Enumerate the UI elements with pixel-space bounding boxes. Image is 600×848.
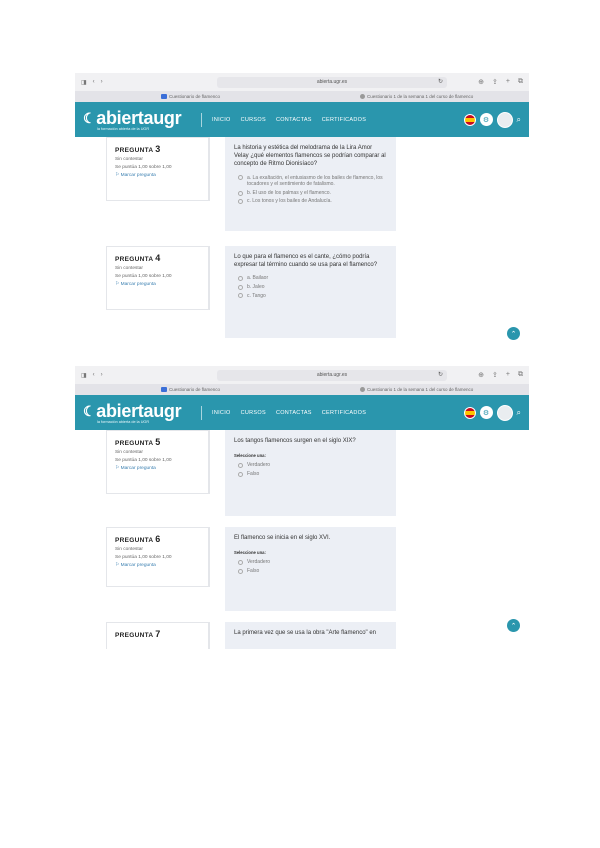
question-status: Sin contestar — [115, 547, 143, 552]
menu-item-inicio[interactable]: INICIO — [212, 116, 231, 123]
address-bar[interactable] — [217, 77, 447, 88]
address-bar[interactable] — [217, 370, 447, 381]
flag-question-link[interactable]: ⚐ Marcar pregunta — [115, 173, 156, 178]
new-tab-icon[interactable]: + — [505, 371, 510, 378]
menu-item-certificados[interactable]: CERTIFICADOS — [321, 409, 367, 416]
screenshot-2 — [75, 366, 529, 649]
search-icon[interactable]: ⌕ — [516, 114, 521, 124]
browser-tab[interactable] — [360, 387, 473, 392]
question-info-7 — [106, 622, 210, 649]
question-label: PREGUNTA — [115, 256, 154, 263]
menu-item-contactas[interactable]: CONTACTAS — [275, 116, 312, 123]
logo-swirl-icon: ☾ — [83, 109, 96, 126]
avatar[interactable] — [497, 405, 513, 421]
question-info-3 — [106, 137, 210, 201]
radio-icon[interactable] — [238, 191, 243, 196]
answer-option[interactable]: b. Jaleo — [234, 284, 387, 291]
question-status: Sin contestar — [115, 450, 143, 455]
reload-icon[interactable]: ↻ — [437, 371, 443, 378]
radio-icon[interactable] — [238, 293, 243, 298]
tab-strip — [75, 384, 529, 395]
back-icon[interactable]: ‹ — [92, 371, 95, 378]
answer-option-true[interactable]: Verdadero — [234, 559, 387, 566]
site-logo[interactable] — [83, 402, 201, 424]
question-number: 7 — [155, 629, 161, 639]
forward-icon[interactable]: › — [100, 78, 103, 85]
main-menu — [212, 410, 366, 416]
answer-option[interactable]: a. La exaltación, el entusiasmo de los bailes de flamenco, los tocadores y el sentimiento de fatalismo. — [234, 175, 387, 188]
spain-flag-icon[interactable] — [464, 114, 476, 126]
tab-title: Cuestionario de flamenco — [169, 387, 221, 392]
radio-icon[interactable] — [238, 199, 243, 204]
logo-swirl-icon: ☾ — [83, 402, 96, 419]
question-body-7 — [225, 622, 396, 649]
answer-option[interactable]: a. Bailaor — [234, 275, 387, 282]
screenshot-1 — [75, 73, 529, 358]
radio-icon[interactable] — [238, 285, 243, 290]
tab-title: Cuestionario 1 de la semana 1 del curso de flamenco — [367, 94, 474, 99]
question-label: PREGUNTA — [115, 440, 154, 447]
site-header — [75, 102, 529, 137]
browser-toolbar — [75, 366, 529, 384]
question-body-5 — [225, 430, 396, 516]
tabs-icon[interactable]: ⧉ — [518, 78, 523, 85]
question-prompt: La historia y estética del melodrama de la Lira Amor Velay ¿qué elementos flamencos se podrían comparar al concepto de Ritmo Dionisíaco? — [234, 145, 386, 168]
radio-icon[interactable] — [238, 569, 243, 574]
browser-tab[interactable] — [161, 94, 220, 99]
menu-item-inicio[interactable]: INICIO — [212, 409, 231, 416]
question-prompt: Los tangos flamencos surgen en el siglo XIX? — [234, 438, 356, 444]
new-tab-icon[interactable]: + — [505, 78, 510, 85]
question-score: Se puntúa 1,00 sobre 1,00 — [115, 555, 172, 560]
radio-icon[interactable] — [238, 276, 243, 281]
select-one-label: Seleccione una: — [234, 453, 266, 459]
tab-title: Cuestionario 1 de la semana 1 del curso de flamenco — [367, 387, 474, 392]
question-number: 3 — [155, 144, 161, 154]
select-one-label: Seleccione una: — [234, 550, 266, 556]
answer-option-false[interactable]: Falso — [234, 471, 387, 478]
url-text: abierta.ugr.es — [316, 79, 348, 85]
question-number: 5 — [155, 437, 161, 447]
question-prompt: El flamenco se inicia en el siglo XVI. — [234, 535, 331, 541]
question-score: Se puntúa 1,00 sobre 1,00 — [115, 165, 172, 170]
answer-option[interactable]: c. Tango — [234, 293, 387, 300]
flag-question-link[interactable]: ⚐ Marcar pregunta — [115, 282, 156, 287]
flag-question-link[interactable]: ⚐ Marcar pregunta — [115, 466, 156, 471]
favicon-icon — [360, 94, 365, 99]
question-number: 4 — [155, 253, 161, 263]
question-info-6 — [106, 527, 210, 587]
question-label: PREGUNTA — [115, 537, 154, 544]
forward-icon[interactable]: › — [100, 371, 103, 378]
answer-option[interactable]: c. Los tonos y los bailes de Andalucía. — [234, 198, 387, 205]
answer-option-true[interactable]: Verdadero — [234, 462, 387, 469]
question-body-6 — [225, 527, 396, 611]
tab-strip — [75, 91, 529, 102]
share-icon[interactable]: ⇪ — [492, 372, 498, 379]
question-score: Se puntúa 1,00 sobre 1,00 — [115, 458, 172, 463]
avatar[interactable] — [497, 112, 513, 128]
sidebar-icon[interactable]: ◨ — [81, 372, 87, 379]
download-icon[interactable]: ⊕ — [478, 79, 485, 86]
question-label: PREGUNTA — [115, 632, 154, 639]
site-header — [75, 395, 529, 430]
radio-icon[interactable] — [238, 472, 243, 477]
download-icon[interactable]: ⊕ — [478, 372, 485, 379]
flag-question-link[interactable]: ⚐ Marcar pregunta — [115, 563, 156, 568]
question-prompt: Lo que para el flamenco es el cante, ¿cómo podría expresar tal término cuando se usa para el flamenco? — [234, 254, 378, 269]
browser-toolbar — [75, 73, 529, 91]
tabs-icon[interactable]: ⧉ — [518, 371, 523, 378]
menu-item-cursos[interactable]: CURSOS — [240, 409, 266, 416]
search-icon[interactable]: ⌕ — [516, 407, 521, 417]
main-menu — [212, 117, 366, 123]
question-body-4 — [225, 246, 396, 338]
answer-option-false[interactable]: Falso — [234, 568, 387, 575]
brand-name: abiertaugr — [96, 400, 182, 421]
settings-icon[interactable]: ⚙ — [480, 113, 493, 126]
menu-item-certificados[interactable]: CERTIFICADOS — [321, 116, 367, 123]
share-icon[interactable]: ⇪ — [492, 79, 498, 86]
sidebar-icon[interactable]: ◨ — [81, 79, 87, 86]
radio-icon[interactable] — [238, 175, 243, 180]
scroll-top-button[interactable]: ⌃ — [507, 327, 520, 340]
menu-item-cursos[interactable]: CURSOS — [240, 116, 266, 123]
radio-icon[interactable] — [238, 463, 243, 468]
question-prompt: La primera vez que se usa la obra "Arte flamenco" en — [234, 630, 377, 636]
brand-name: abiertaugr — [96, 107, 182, 128]
browser-tab[interactable] — [360, 94, 473, 99]
question-status: Sin contestar — [115, 157, 143, 162]
question-info-4 — [106, 246, 210, 310]
settings-icon[interactable]: ⚙ — [480, 406, 493, 419]
site-logo[interactable] — [83, 109, 201, 131]
question-label: PREGUNTA — [115, 147, 154, 154]
spain-flag-icon[interactable] — [464, 407, 476, 419]
question-score: Se puntúa 1,00 sobre 1,00 — [115, 274, 172, 279]
tagline: la formación abierta de la UGR — [97, 126, 150, 131]
tab-title: Cuestionario de flamenco — [169, 94, 221, 99]
url-text: abierta.ugr.es — [316, 372, 348, 378]
question-body-3 — [225, 137, 396, 231]
back-icon[interactable]: ‹ — [92, 78, 95, 85]
question-info-5 — [106, 430, 210, 494]
favicon-icon — [161, 94, 167, 99]
radio-icon[interactable] — [238, 560, 243, 565]
favicon-icon — [161, 387, 167, 392]
scroll-top-button[interactable]: ⌃ — [507, 619, 520, 632]
browser-tab[interactable] — [161, 387, 220, 392]
question-status: Sin contestar — [115, 266, 143, 271]
tagline: la formación abierta de la UGR — [97, 419, 150, 424]
menu-item-contactas[interactable]: CONTACTAS — [275, 409, 312, 416]
favicon-icon — [360, 387, 365, 392]
answer-option[interactable]: b. El uso de los palmas y el flamenco. — [234, 190, 387, 197]
question-number: 6 — [155, 534, 161, 544]
reload-icon[interactable]: ↻ — [437, 78, 443, 85]
